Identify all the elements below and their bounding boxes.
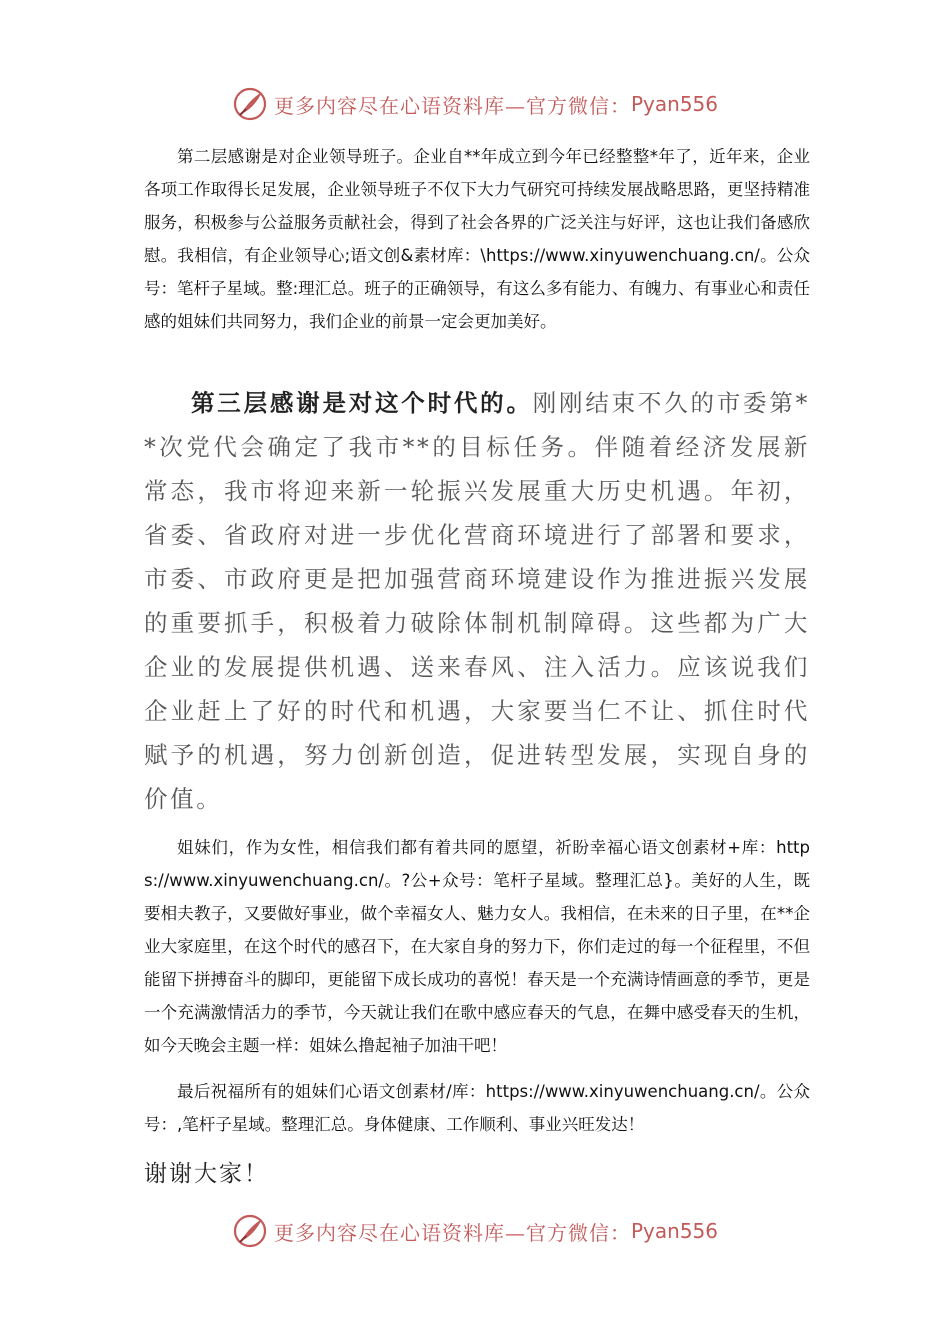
paragraph-era-lead: 第三层感谢是对这个时代的。 [191, 389, 533, 417]
banner-brand: Pyan556 [630, 1219, 718, 1243]
quill-logo-icon [232, 86, 268, 122]
banner-brand: Pyan556 [630, 92, 718, 116]
banner-text: 更多内容尽在心语资料库—官方微信： [273, 93, 631, 118]
header-banner [0, 82, 950, 126]
paragraph-leadership-thanks: 第二层感谢是对企业领导班子。企业自**年成立到今年已经整整*年了，近年来，企业各项工作取得长足发展，企业领导班子不仅下大力气研究可持续发展战略思路，更坚持精准服务，积极参与公益服务贡献社会，得到了社会各界的广泛关注与好评，这也让我们备感欣慰。我相信，有企业领导心;语文创&素材库：\https://www.xinyuwenchuang.cn/。公众号：笔杆子星域。整:理汇总。班子的正确领导，有这么多有能力、有魄力、有事业心和责任感的姐妹们共同努力，我们企业的前景一定会更加美好。 [144, 147, 810, 331]
paragraph-sisters: 姐妹们，作为女性，相信我们都有着共同的愿望，祈盼幸福心语文创素材+库：https://www.xinyuwenchuang.cn/。?公+众号：笔杆子星域。整理汇总}。美好的人生，既要相夫教子，又要做好事业，做个幸福女人、魅力女人。我相信，在未来的日子里，在**企业大家庭里，在这个时代的感召下，在大家自身的努力下，你们走过的每一个征程里，不但能留下拼搏奋斗的脚印，更能留下成长成功的喜悦！春天是一个充满诗情画意的季节，更是一个充满激情活力的季节，今天就让我们在歌中感应春天的气息，在舞中感受春天的生机，如今天晚会主题一样：姐妹么撸起袖子加油干吧！ [144, 838, 810, 1055]
paragraph-blessing: 最后祝福所有的姐妹们心语文创素材/库：https://www.xinyuwenchuang.cn/。公众号：,笔杆子星域。整理汇总。身体健康、工作顺利、事业兴旺发达！ [144, 1082, 810, 1134]
paragraph-era-body: 刚刚结束不久的市委第**次党代会确定了我市**的目标任务。伴随着经济发展新常态，我市将迎来新一轮振兴发展重大历史机遇。年初，省委、省政府对进一步优化营商环境进行了部署和要求，市委、市政府更是把加强营商环境建设作为推进振兴发展的重要抓手，积极着力破除体制机制障碍。这些都为广大企业的发展提供机遇、送来春风、注入活力。应该说我们企业赶上了好的时代和机遇，大家要当仁不让、抓住时代赋予的机遇，努力创新创造，促进转型发展，实现自身的价值。 [144, 389, 810, 813]
footer-banner [0, 1209, 950, 1253]
quill-logo-icon [232, 1213, 268, 1249]
closing-thanks: 谢谢大家！ [144, 1161, 269, 1187]
banner-text: 更多内容尽在心语资料库—官方微信： [273, 1220, 631, 1245]
paragraph-era-thanks [144, 381, 810, 821]
